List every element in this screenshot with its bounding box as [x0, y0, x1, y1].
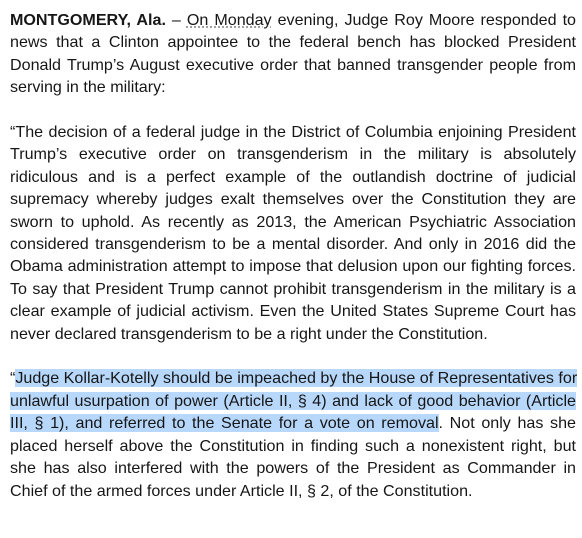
text-line: Chief of the armed forces under Article II, § 2, of the Constitution.	[10, 481, 473, 500]
dateline: MONTGOMERY, Ala.	[10, 11, 166, 29]
text-line: ridiculous and is a perfect example of the outlandish doctrine of judicial	[10, 167, 576, 186]
article-body	[10, 9, 576, 502]
dash: –	[165, 11, 187, 29]
text-line: clear example of judicial activism. Even the United States Supreme Court has	[10, 302, 576, 321]
open-quote: “	[10, 369, 16, 388]
highlighted-text[interactable]: unlawful usurpation of power (Article II, § 4) and lack of good behavior (Article	[10, 391, 576, 410]
text-line	[10, 412, 576, 434]
text-line: she has also interfered with the powers of the President as Commander in	[10, 459, 576, 478]
text-line: sworn to uphold. As recently as 2013, the American Psychiatric Association	[10, 212, 576, 231]
text-line: news that a Clinton appointee to the federal bench has blocked President	[10, 33, 576, 52]
paragraph-gap	[10, 345, 576, 367]
text-line	[10, 390, 576, 412]
on-monday-link[interactable]: On Monday	[186, 11, 272, 29]
paragraph-gap	[10, 99, 576, 121]
text-line: “The decision of a federal judge in the District of Columbia enjoining President	[10, 123, 576, 142]
text-line: never declared transgenderism to be a right under the Constitution.	[10, 324, 488, 343]
text-fragment: . Not only has she	[438, 414, 577, 433]
highlighted-text[interactable]: III, § 1), and referred to the Senate for a vote on removal	[10, 414, 439, 433]
text-fragment: evening, Judge Roy Moore responded to	[271, 11, 577, 29]
paragraph-quote-1	[10, 121, 576, 345]
text-line: placed herself above the Constitution in finding such a nonexistent right, but	[10, 436, 576, 455]
text-line	[10, 367, 576, 389]
text-line: To say that President Trump cannot prohibit transgenderism in the military is a	[10, 279, 576, 298]
text-line: serving in the military:	[10, 78, 166, 97]
text-line: Obama administration attempt to impose that delusion upon our fighting forces.	[10, 257, 576, 276]
paragraph-intro	[10, 9, 576, 99]
text-line: Donald Trump’s August executive order that banned transgender people from	[10, 55, 576, 74]
highlighted-text[interactable]: Judge Kollar-Kotelly should be impeached by the House of Representatives for	[15, 369, 578, 388]
paragraph-quote-2	[10, 367, 576, 501]
text-line: considered transgenderism to be a mental disorder. And only in 2016 did the	[10, 235, 576, 254]
text-line	[10, 9, 576, 31]
text-line: supremacy whereby judges exalt themselves over the Constitution they are	[10, 190, 576, 209]
text-line: Trump’s executive order on transgenderism in the military is absolutely	[10, 145, 576, 164]
